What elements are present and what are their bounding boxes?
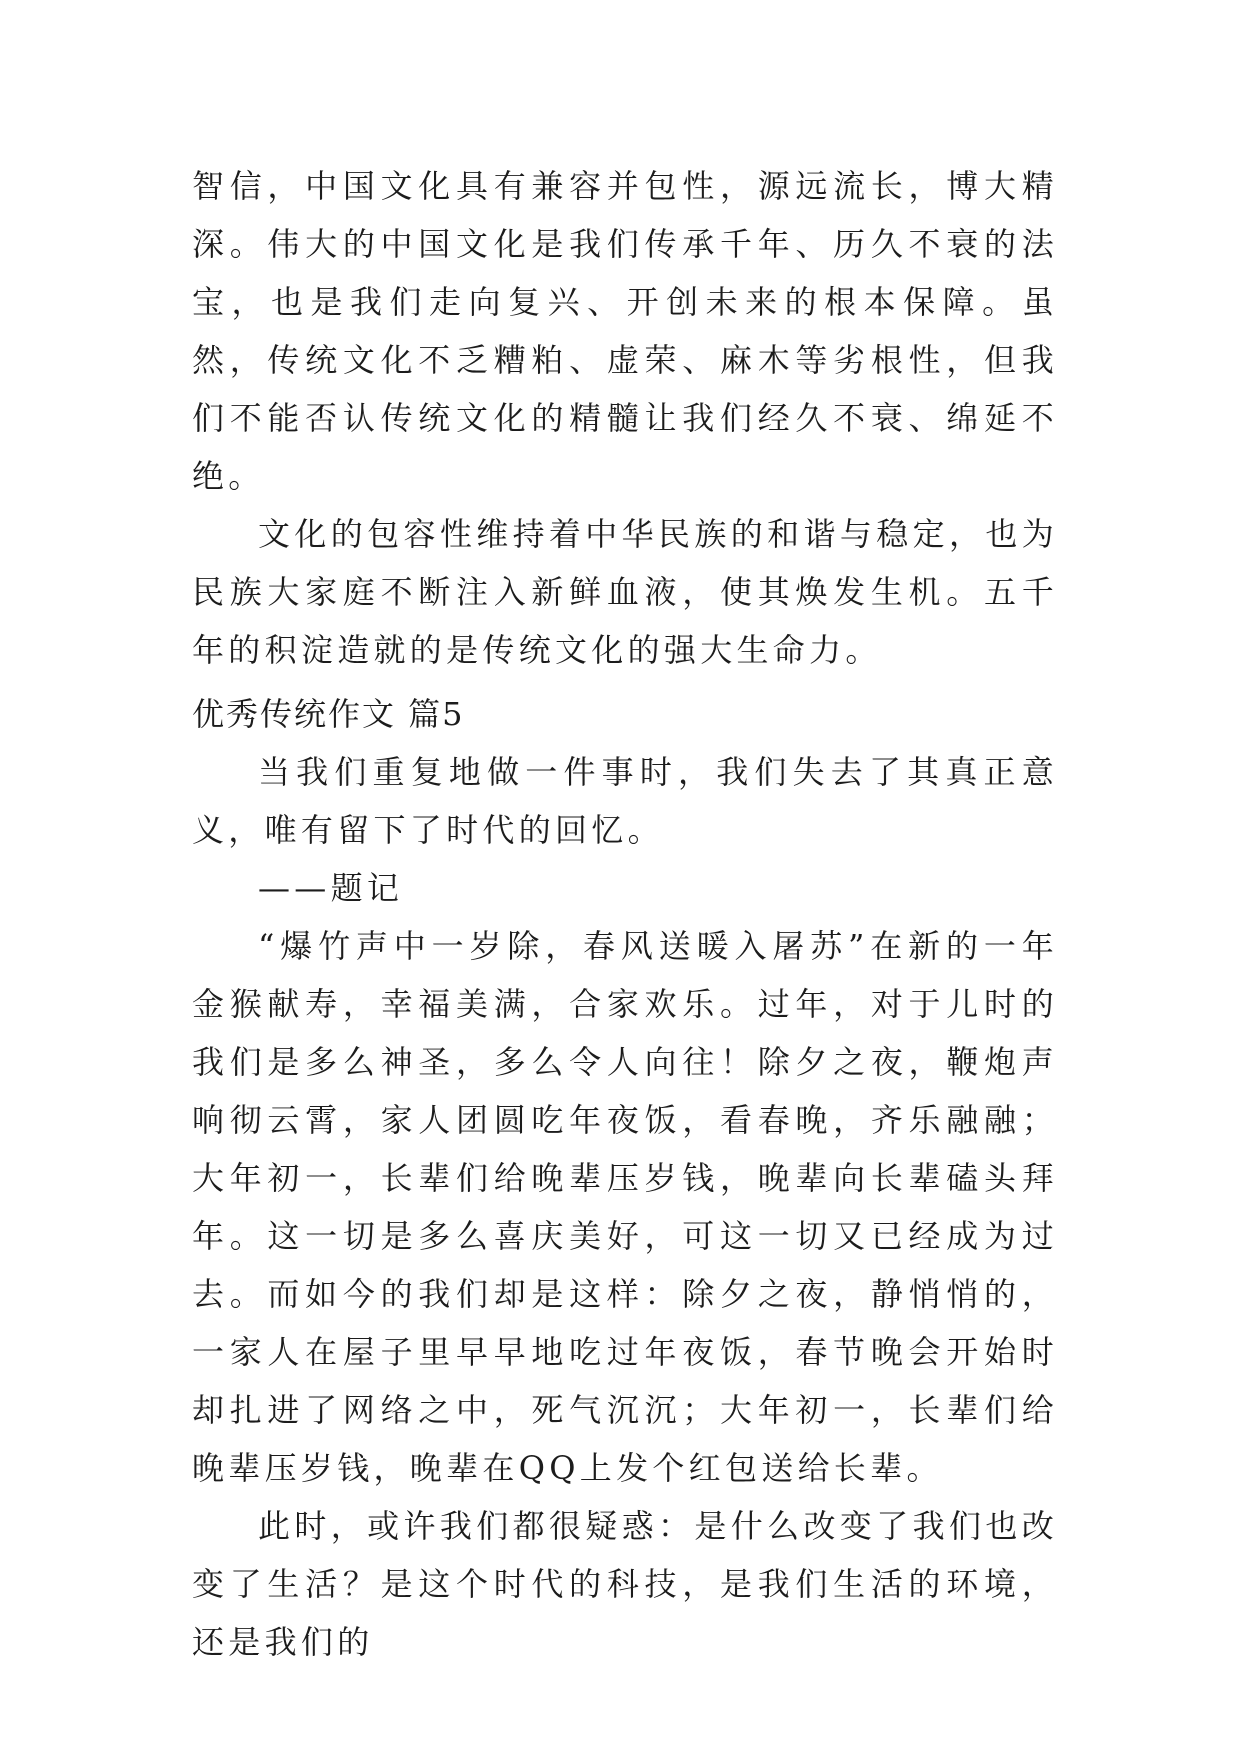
paragraph: 文化的包容性维持着中华民族的和谐与稳定，也为民族大家庭不断注入新鲜血液，使其焕发生机。五千年的积淀造就的是传统文化的强大生命力。 (192, 515, 1058, 669)
section-heading: 优秀传统作文 篇5 (192, 695, 465, 733)
epigraph-attribution: ——题记 (258, 869, 404, 907)
paragraph: “爆竹声中一岁除，春风送暖入屠苏”在新的一年金猴献寿，幸福美满，合家欢乐。过年，对于儿时的我们是多么神圣，多么令人向往！除夕之夜，鞭炮声响彻云霄，家人团圆吃年夜饭，看春晚，齐乐融融；大年初一，长辈们给晚辈压岁钱，晚辈向长辈磕头拜年。这一切是多么喜庆美好，可这一切又已经成为过去。而如今的我们却是这样：除夕之夜，静悄悄的，一家人在屋子里早早地吃过年夜饭，春节晚会开始时却扎进了网络之中，死气沉沉；大年初一，长辈们给晚辈压岁钱，晚辈在QQ上发个红包送给长辈。 (192, 927, 1058, 1487)
paragraph: 此时，或许我们都很疑惑：是什么改变了我们也改变了生活？是这个时代的科技，是我们生活的环境，还是我们的 (192, 1507, 1058, 1661)
paragraph: 当我们重复地做一件事时，我们失去了其真正意义，唯有留下了时代的回忆。 (192, 753, 1058, 849)
body-text-bottom (192, 685, 1058, 1671)
paragraph: 智信，中国文化具有兼容并包性，源远流长，博大精深。伟大的中国文化是我们传承千年、历久不衰的法宝，也是我们走向复兴、开创未来的根本保障。虽然，传统文化不乏糟粕、虚荣、麻木等劣根性，但我们不能否认传统文化的精髓让我们经久不衰、绵延不绝。 (192, 167, 1058, 495)
body-text-top (192, 157, 1058, 679)
